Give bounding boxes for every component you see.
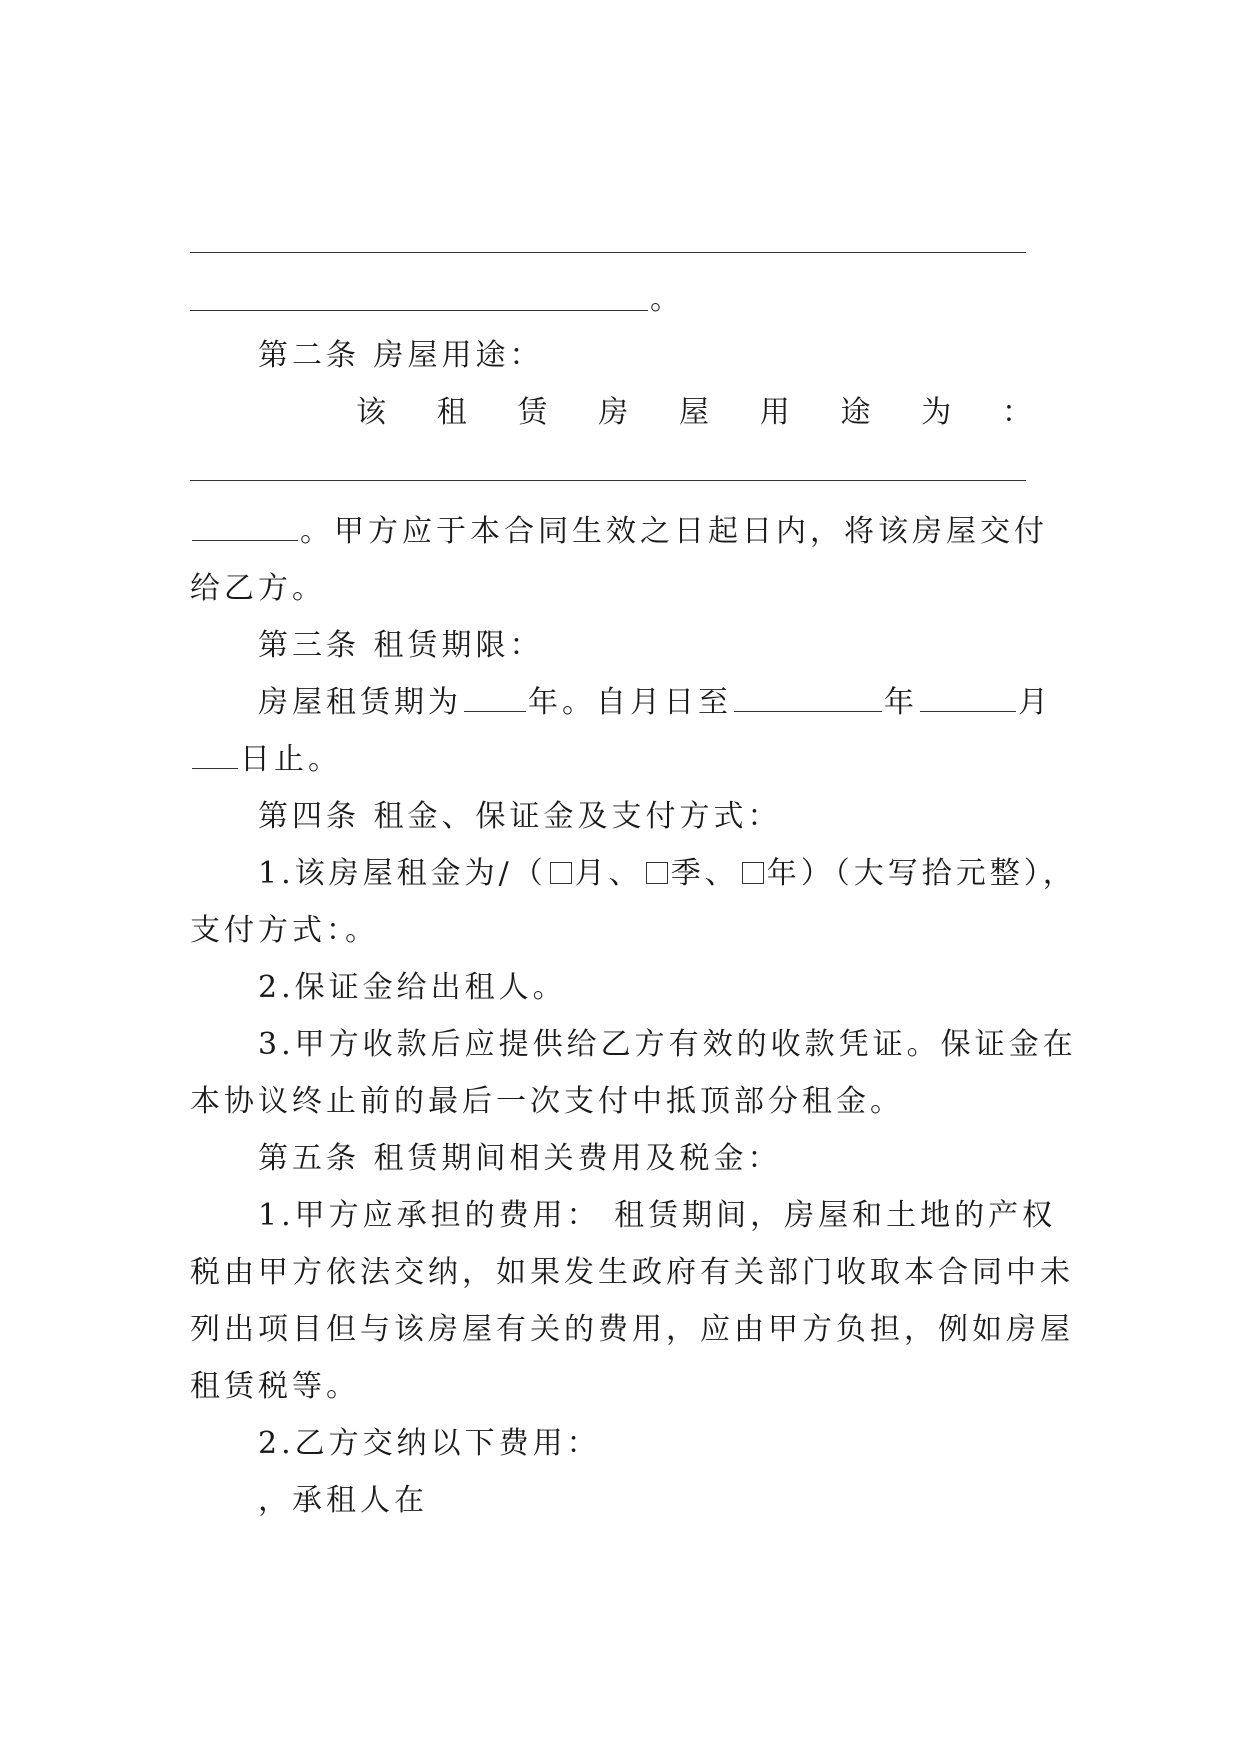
checkbox-icon xyxy=(550,862,572,884)
text: 年。自月日至 xyxy=(528,685,732,720)
blank-field xyxy=(464,685,526,712)
article-4-item-1 xyxy=(258,854,1077,894)
use-char: 为 xyxy=(921,395,952,430)
article-2-use-line xyxy=(356,393,1032,433)
article-2-line-4: 给乙方。 xyxy=(190,571,326,606)
blank-field xyxy=(734,685,882,712)
blank-rule-2 xyxy=(190,310,648,311)
text: 月 xyxy=(1018,685,1052,720)
article-5-item-1: 1.甲方应承担的费用： 租赁期间，房屋和土地的产权 xyxy=(258,1198,1057,1233)
sentence-end: 。 xyxy=(650,282,684,317)
article-5-item-1-cont-3: 租赁税等。 xyxy=(190,1369,360,1404)
use-char: 房 xyxy=(598,395,629,430)
article-4-item-3: 3.甲方收款后应提供给乙方有效的收款凭证。保证金在 xyxy=(258,1027,1077,1062)
article-3-line-2 xyxy=(190,740,342,780)
text: 年 xyxy=(884,685,918,720)
article-5-item-3: ，承租人在 xyxy=(258,1483,428,1518)
article-4-item-1-cont: 支付方式：。 xyxy=(190,913,379,948)
article-5-item-2: 2.乙方交纳以下费用： xyxy=(258,1426,601,1461)
blank-rule-3 xyxy=(190,480,1026,481)
use-char: ： xyxy=(1002,395,1032,430)
article-4-item-2: 2.保证金给出租人。 xyxy=(258,970,567,1005)
use-char: 用 xyxy=(759,395,790,430)
checkbox-icon xyxy=(742,862,764,884)
article-5-item-1-cont-2: 列出项目但与该房屋有关的费用，应由甲方负担，例如房屋 xyxy=(190,1312,1074,1347)
text: 日止。 xyxy=(240,742,342,777)
blank-rule-1 xyxy=(190,252,1026,253)
article-4-item-3-cont: 本协议终止前的最后一次支付中抵顶部分租金。 xyxy=(190,1084,904,1119)
article-3-line-1 xyxy=(258,683,1052,723)
checkbox-icon xyxy=(646,862,668,884)
text: 年）（大写拾元整）， xyxy=(766,856,1077,891)
blank-field xyxy=(920,685,1016,712)
article-2-line-3 xyxy=(190,512,1048,552)
text: 季、 xyxy=(670,856,739,891)
use-char: 屋 xyxy=(679,395,709,430)
text: 房屋租赁期为 xyxy=(258,685,462,720)
use-char: 该 xyxy=(356,395,386,430)
article-2-title: 第二条 房屋用途： xyxy=(258,338,544,373)
article-3-title: 第三条 租赁期限： xyxy=(258,628,544,663)
use-char: 租 xyxy=(436,395,467,430)
article-4-title: 第四条 租金、保证金及支付方式： xyxy=(258,799,782,834)
blank-field xyxy=(192,742,238,769)
text: 月、 xyxy=(574,856,643,891)
text: 。甲方应于本合同生效之日起日内，将该房屋交付 xyxy=(300,514,1048,549)
text: 1.该房屋租金为/（ xyxy=(258,856,547,891)
article-5-title: 第五条 租赁期间相关费用及税金： xyxy=(258,1141,782,1176)
use-char: 赁 xyxy=(517,395,548,430)
blank-field xyxy=(192,514,298,541)
use-char: 途 xyxy=(840,395,871,430)
article-5-item-1-cont-1: 税由甲方依法交纳，如果发生政府有关部门收取本合同中未 xyxy=(190,1255,1074,1290)
